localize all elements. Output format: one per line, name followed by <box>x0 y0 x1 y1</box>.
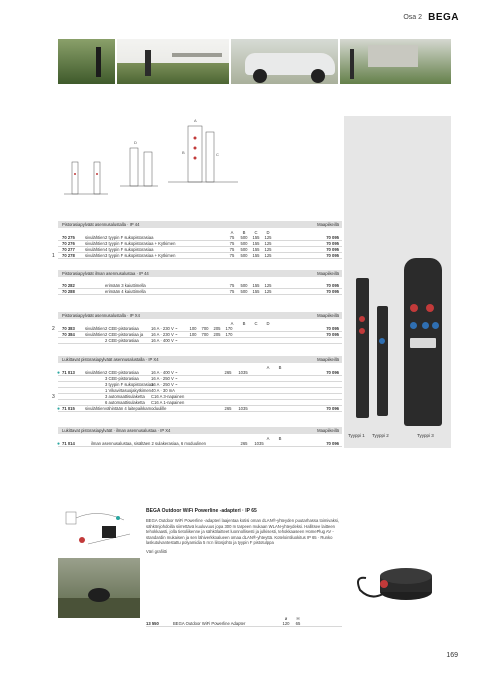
new-product-dot-icon: ● <box>57 369 61 376</box>
table-row: 3 tyypin F sukopistorasiaa 16 A · 250 V ~ <box>58 382 342 388</box>
table-section-2 <box>58 270 342 295</box>
group-number: 1 <box>52 252 55 259</box>
product-table <box>146 614 342 627</box>
section-tag: Maapiikeillä <box>317 428 339 433</box>
section-tag: Maapiikeillä <box>317 271 339 276</box>
table-row: 70 277 sivulähtien 4 tyypin F sukopistorasiaa 75 500 155 125 70 095 <box>58 247 342 253</box>
photo-1 <box>58 39 115 84</box>
table-row: 70 276 sivulähtien 3 tyypin F sukopistorasiaa + Kytkimen 75 500 155 125 70 095 <box>58 241 342 247</box>
table-section-4 <box>52 356 342 412</box>
section-label: Osa 2 <box>403 14 422 21</box>
section-header <box>58 221 342 228</box>
product-description: BEGA Outdoor WiFi Powerline -adapteri laajentaa kotisi oman dLAN®-yhteyden puutarhassa toimivaksi, sähkönjohdoilla siirrettävä kuuluvuus jopa 300 m tarpeen mukaan WLAN-yhteydeksi. Hallitsee laitteen tehokkaasti, jolla tietoliikenne ja sähkölaitteet luonnollisesti ja julkisesti, tehokkaaseen HomePlug AV -standardin mukaisen ja sen lähiverkkoalueen omaa dLAN®-yhteyttä. Kotelointiluokitus IP 65 · Runko laskutulvantestattu polyamidia 5 m:n liitosjohto ja tyypin F pistotulppa Väri grafiitti <box>146 518 340 554</box>
svg-text:B: B <box>182 150 185 155</box>
table-row: 13 550 BEGA Outdoor WiFi Powerline Adapter 120 65 <box>146 621 342 627</box>
svg-text:C: C <box>216 152 219 157</box>
group-number: 2 <box>52 325 55 332</box>
adapter-diagram <box>58 504 138 556</box>
caption-type-3: Tyyppi 3 <box>417 433 434 438</box>
section-tag: Maapiikeillä <box>317 313 339 318</box>
table-row: 70 275 sivulähtien 2 tyypin F sukopistorasiaa 75 500 155 125 70 095 <box>58 235 342 241</box>
section-title: Pistorasiapylväät asennusalustalla · IP 44 <box>62 222 140 227</box>
section-header <box>58 427 342 434</box>
caption-type-1: Tyyppi 1 <box>348 433 365 438</box>
product-color: Väri grafiitti <box>146 548 167 554</box>
table-section-3 <box>52 312 342 344</box>
table-row: 70 288 erimään 4 kaiuttimella 75 500 155 125 70 095 <box>58 289 342 295</box>
new-product-dot-icon: ● <box>57 405 61 412</box>
column-header: A B <box>266 364 282 370</box>
adapter-photo <box>58 558 140 618</box>
column-header: ø H <box>284 615 300 621</box>
table-row: 3 CEE-pistorasiaa 16 A · 250 V ~ <box>58 376 342 382</box>
adapter-product-image <box>346 506 451 611</box>
table-row: 6 automaattisulaketta C16 A 1-napainen <box>58 400 342 406</box>
new-product-dot-icon: ● <box>57 440 61 447</box>
section-title: Pistorasiapylväät ilman asennusalustaa · IP 44 <box>62 271 149 276</box>
table-section-1 <box>52 221 342 259</box>
section-title: Lukittavat pistorasiapylväät · ilman asennusalustaa · IP X4 <box>62 428 171 433</box>
table-row: 1 70 278 sivulähtien 3 tyypin F sukopistorasiaa + Kytkimen 75 500 155 125 70 095 <box>58 253 342 259</box>
column-header: A B <box>266 435 282 441</box>
photo-3 <box>231 39 338 84</box>
table-row: ● 71 015 sivulähtien vähintään 4 laitepaikkamoduulille 265 1035 70 096 <box>58 406 342 412</box>
table-section-5 <box>58 427 342 447</box>
section-title: Lukittavat pistorasiapylväät asennusalustalla · IP X4 <box>62 357 159 362</box>
group-number: 3 <box>52 393 55 400</box>
product-image-panel <box>344 116 451 448</box>
svg-text:D: D <box>134 140 137 145</box>
section-tag: Maapiikeillä <box>317 357 339 362</box>
table-row: 2 70 383 sivulähtien 2 CEE-pistorasiaa 16 A · 230 V ~ 100 700 205 170 70 095 <box>58 326 342 332</box>
table-row: 70 282 erimään 3 kaiuttimella 75 500 155 125 70 095 <box>58 283 342 289</box>
photo-4 <box>340 39 451 84</box>
table-row: 2 CEE-pistorasiaa 16 A · 400 V ~ <box>58 338 342 344</box>
column-header: A B C D <box>230 320 270 326</box>
table-row: ● 71 013 sivulähtien 2 CEE-pistorasiaa 16 A · 400 V ~ 265 1035 70 096 <box>58 370 342 376</box>
table-row: 1 Vikavirtasuojakytkimen 40 A · 30 mA <box>58 388 342 394</box>
column-header: A B C D <box>230 229 270 235</box>
table-row: 3 3 automaattisulaketta C16 A 3-napainen <box>58 394 342 400</box>
section-tag: Maapiikeillä <box>317 222 339 227</box>
svg-text:A: A <box>194 118 197 123</box>
table-row: ● 71 014 ilman asennusalustaa, sisältäen 2 sulakerasiaa, 6 moduulinen 265 1035 70 096 <box>58 441 342 447</box>
brand-logo: BEGA <box>428 12 459 23</box>
section-header <box>58 312 342 319</box>
product-title: BEGA Outdoor WiFi Powerline -adapteri · IP 65 <box>146 508 257 514</box>
caption-type-2: Tyyppi 2 <box>372 433 389 438</box>
section-title: Pistorasiapylväät asennusalustalla · IP X4 <box>62 313 140 318</box>
photo-2 <box>117 39 229 84</box>
page-number: 169 <box>446 652 458 659</box>
section-header <box>58 270 342 277</box>
section-header <box>58 356 342 363</box>
table-row: 70 384 sivulähtien 2 CEE-pistorasiaa ja 16 A · 230 V ~ 100 700 205 170 70 095 <box>58 332 342 338</box>
technical-drawing <box>58 118 316 213</box>
